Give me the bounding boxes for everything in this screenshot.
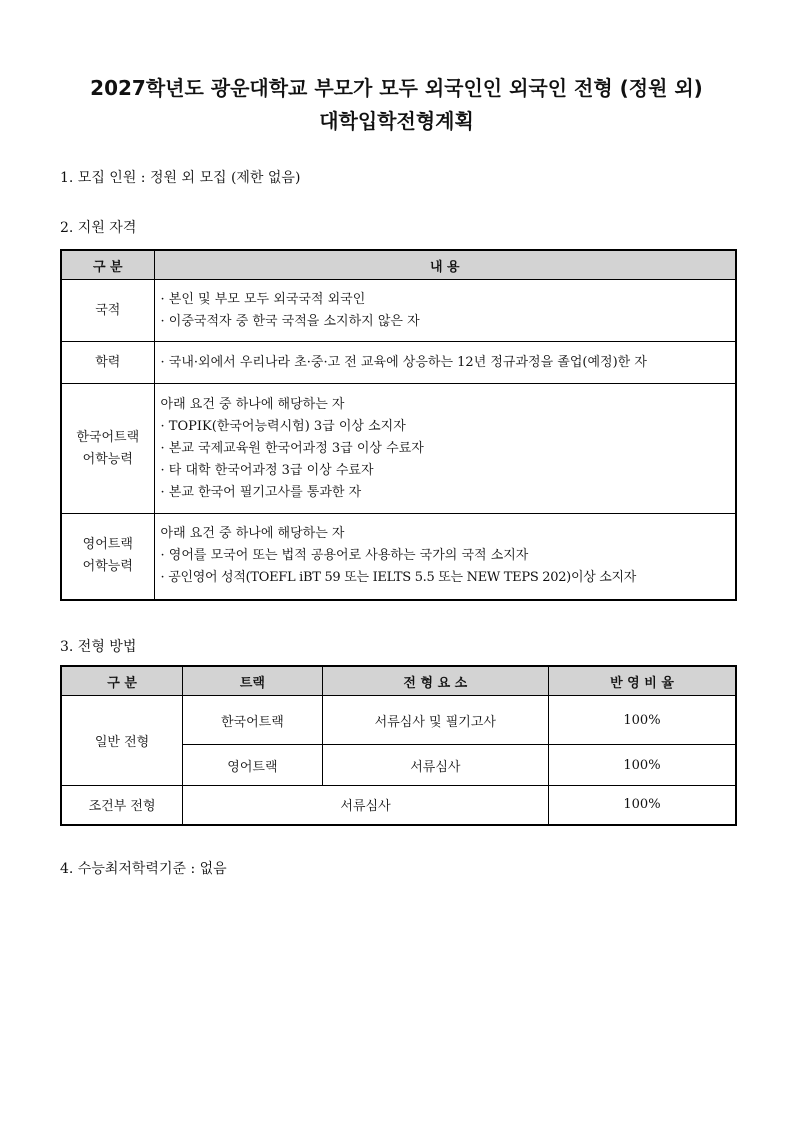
section-3-heading: 3. 전형 방법 (60, 639, 137, 655)
section-4-csat-minimum: 4. 수능최저학력기준 : 없음 (60, 861, 227, 877)
eligibility-label-nationality: 국적 (61, 280, 154, 342)
eligibility-label-korean-track: 한국어트랙 어학능력 (61, 384, 154, 514)
method-header-track: 트랙 (183, 666, 323, 696)
method-header-ratio: 반 영 비 율 (548, 666, 736, 696)
method-header-element: 전 형 요 소 (322, 666, 548, 696)
method-ratio-english: 100% (548, 745, 736, 786)
eligibility-row-english-track (61, 514, 736, 600)
section-1-recruitment: 1. 모집 인원 : 정원 외 모집 (제한 없음) (60, 170, 301, 186)
eligibility-content-korean-track: 아래 요건 중 하나에 해당하는 자 · TOPIK(한국어능력시험) 3급 이상 소지자 · 본교 국제교육원 한국어과정 3급 이상 수료자 · 타 대학 한국어과정 3급 이상 수료자 · 본교 한국어 필기고사를 통과한 자 (154, 384, 736, 514)
eligibility-header-content: 내 용 (154, 250, 736, 280)
method-element-conditional: 서류심사 (183, 786, 549, 825)
eligibility-header-category: 구 분 (61, 250, 154, 280)
method-header-row (61, 666, 736, 696)
method-track-english: 영어트랙 (183, 745, 323, 786)
eligibility-table (60, 249, 737, 601)
eligibility-row-korean-track (61, 384, 736, 514)
method-row-conditional (61, 786, 736, 825)
method-element-english: 서류심사 (322, 745, 548, 786)
method-header-category: 구 분 (61, 666, 183, 696)
section-2-heading: 2. 지원 자격 (60, 220, 137, 236)
eligibility-row-nationality (61, 280, 736, 342)
document-subtitle: 대학입학전형계획 (319, 109, 474, 133)
eligibility-content-nationality: · 본인 및 부모 모두 외국국적 외국인 · 이중국적자 중 한국 국적을 소지하지 않은 자 (154, 280, 736, 342)
method-element-korean: 서류심사 및 필기고사 (322, 696, 548, 745)
method-row-general-korean (61, 696, 736, 745)
eligibility-row-education (61, 342, 736, 384)
method-label-general: 일반 전형 (61, 696, 183, 786)
eligibility-content-education: · 국내·외에서 우리나라 초·중·고 전 교육에 상응하는 12년 정규과정을 졸업(예정)한 자 (154, 342, 736, 384)
eligibility-label-english-track: 영어트랙 어학능력 (61, 514, 154, 600)
document-title: 2027학년도 광운대학교 부모가 모두 외국인인 외국인 전형 (정원 외) (90, 76, 703, 100)
method-track-korean: 한국어트랙 (183, 696, 323, 745)
method-ratio-korean: 100% (548, 696, 736, 745)
method-ratio-conditional: 100% (548, 786, 736, 825)
eligibility-content-english-track: 아래 요건 중 하나에 해당하는 자 · 영어를 모국어 또는 법적 공용어로 사용하는 국가의 국적 소지자 · 공인영어 성적(TOEFL iBT 59 또는 IELTS 5.5 또는 NEW TEPS 202)이상 소지자 (154, 514, 736, 600)
method-label-conditional: 조건부 전형 (61, 786, 183, 825)
eligibility-header-row (61, 250, 736, 280)
method-table (60, 665, 737, 826)
eligibility-label-education: 학력 (61, 342, 154, 384)
